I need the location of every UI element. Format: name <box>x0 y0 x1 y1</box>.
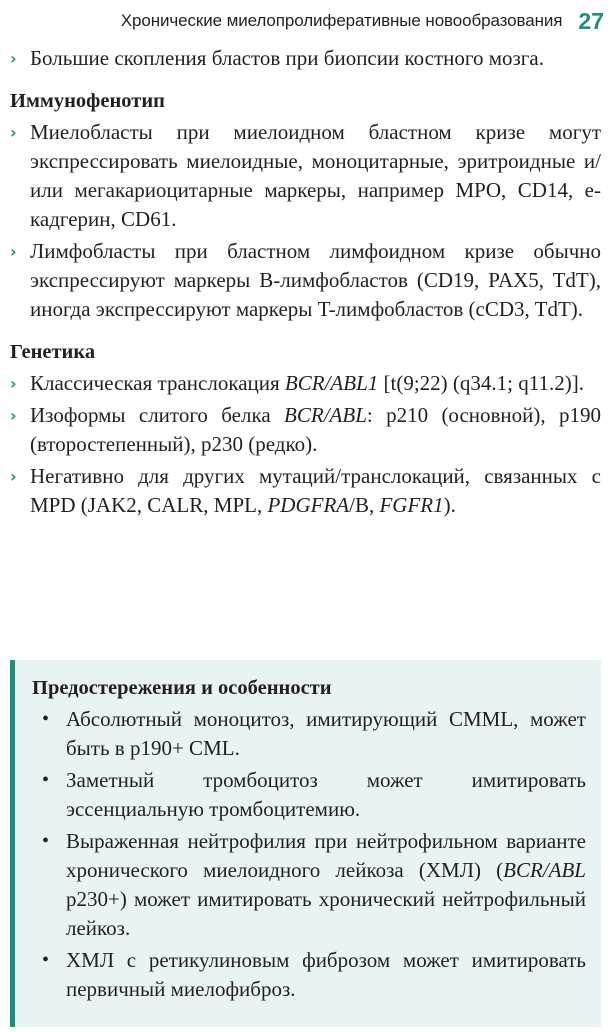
genetics-list <box>10 369 601 520</box>
text-run: : p210 (основной), p190 (второстепенный), p230 (редко). <box>30 403 602 456</box>
main-content <box>10 44 601 523</box>
text-run: Абсолютный моноцитоз, имитирующий CMML, может быть в p190+ CML. <box>66 707 586 760</box>
chevron-right-icon: › <box>10 49 17 68</box>
italic-term: PDGFRA <box>267 493 350 517</box>
text-run: ХМЛ с ретикулиновым фиброзом может имитировать первичный миелофиброз. <box>66 948 586 1001</box>
intro-list <box>10 44 601 73</box>
chevron-right-icon: › <box>10 123 17 142</box>
text-run: Большие скопления бластов при биопсии костного мозга. <box>30 46 544 70</box>
bullet-dot-icon: • <box>42 830 50 852</box>
chevron-right-icon: › <box>10 467 17 486</box>
text-run: ). <box>443 493 456 517</box>
list-item <box>10 118 601 234</box>
caveats-list <box>32 705 586 1004</box>
text-run: Изоформы слитого белка <box>30 403 285 427</box>
section-heading-genetics: Генетика <box>10 341 96 363</box>
list-item <box>32 946 586 1004</box>
bullet-dot-icon: • <box>42 949 50 971</box>
text-run: Заметный тромбоцитоз может имитировать эссенциальную тромбоцитемию. <box>66 768 586 821</box>
text-run: Миелобласты при миелоидном бластном кризе могут экспрессировать миелоидные, моноцитарные, эритроидные и/или мегакариоцитарные маркеры, например MPO, CD14, е-кадгерин, CD61. <box>30 120 601 231</box>
page-number: 27 <box>578 7 604 34</box>
list-item <box>10 369 601 398</box>
italic-term: BCR/ABL1 <box>284 371 379 395</box>
text-run: Классическая транслокация <box>30 371 285 395</box>
text-run: [t(9;22) (q34.1; q11.2)]. <box>378 371 584 395</box>
list-item <box>10 237 601 324</box>
chevron-right-icon: › <box>10 242 17 261</box>
text-run: p230+) может имитировать хронический нейтрофильный лейкоз. <box>66 887 586 940</box>
list-item <box>10 401 601 459</box>
list-item <box>32 705 586 763</box>
text-run: Выраженная нейтрофилия при нейтрофильном варианте хронического миелоидного лейкоза (ХМЛ) ( <box>66 829 586 882</box>
text-run: /B, <box>349 493 380 517</box>
list-item <box>10 44 601 73</box>
list-item <box>10 462 601 520</box>
text-run: Лимфобласты при бластном лимфоидном кризе обычно экспрессируют маркеры B-лимфобластов (CD19, PAX5, TdT), иногда экспрессируют маркеры T-лимфобластов (cCD3, TdT). <box>30 239 601 321</box>
immunophenotype-list <box>10 118 601 324</box>
italic-term: BCR/ABL <box>503 858 586 882</box>
caveats-callout-box <box>10 660 601 1027</box>
bullet-dot-icon: • <box>42 769 50 791</box>
chevron-right-icon: › <box>10 374 17 393</box>
running-header <box>0 6 604 36</box>
italic-term: BCR/ABL <box>284 403 367 427</box>
list-item <box>32 827 586 943</box>
callout-accent-bar <box>10 660 15 1027</box>
list-item <box>32 766 586 824</box>
chevron-right-icon: › <box>10 406 17 425</box>
text-run: Негативно для других мутаций/транслокаций, связанных с MPD (JAK2, CALR, MPL, <box>30 464 601 517</box>
callout-inner <box>32 674 586 1007</box>
section-heading-immunophenotype: Иммунофенотип <box>10 90 165 112</box>
bullet-dot-icon: • <box>42 708 50 730</box>
callout-title: Предостережения и особенности <box>32 677 332 699</box>
italic-term: FGFR1 <box>379 493 444 517</box>
running-title: Хронические миелопролиферативные новообразования <box>120 11 563 30</box>
